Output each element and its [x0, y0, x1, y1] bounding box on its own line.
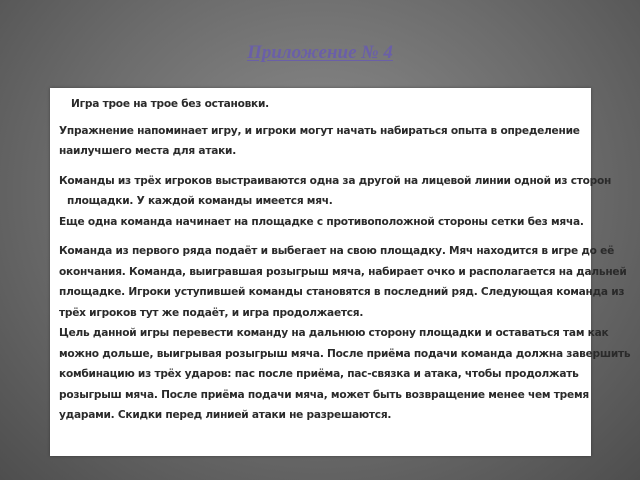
text-line: можно дольше, выигрывая розыгрыш мяча. После приёма подачи команда должна завершить — [59, 347, 631, 360]
text-line: Еще одна команда начинает на площадке с противоположной стороны сетки без мяча. — [59, 215, 584, 228]
text-line: окончания. Команда, выигравшая розыгрыш мяча, набирает очко и располагается на дальней — [59, 265, 627, 278]
text-line: трёх игроков тут же подаёт, и игра продолжается. — [59, 306, 364, 319]
text-line: Команда из первого ряда подаёт и выбегает на свою площадку. Мяч находится в игре до её — [59, 245, 615, 257]
text-line: розыгрыш мяча. После приёма подачи мяча, может быть возвращение менее чем тремя — [59, 388, 589, 401]
text-line: наилучшего места для атаки. — [59, 145, 236, 157]
exercise-heading: Игра трое на трое без остановки. — [71, 98, 269, 110]
paragraph-rules — [59, 241, 631, 426]
document-page — [50, 88, 631, 456]
paragraph-setup — [59, 171, 612, 233]
text-line: площадки. У каждой команды имеется мяч. — [67, 195, 333, 207]
text-line: Команды из трёх игроков выстраиваются одна за другой на лицевой линии одной из сторон — [59, 174, 612, 187]
text-line: комбинацию из трёх ударов: пас после приёма, пас-связка и атака, чтобы продолжать — [59, 368, 579, 380]
text-line: площадке. Игроки уступившей команды становятся в последний ряд. Следующая команда из — [59, 286, 625, 298]
text-line: Цель данной игры перевести команду на дальнюю сторону площадки и оставаться там как — [59, 327, 609, 339]
slide-title: Приложение № 4 — [247, 42, 393, 63]
paragraph-intro — [59, 121, 585, 162]
text-line: ударами. Скидки перед линией атаки не разрешаются. — [59, 409, 392, 421]
text-line: Упражнение напоминает игру, и игроки могут начать набираться опыта в определение — [59, 124, 580, 137]
